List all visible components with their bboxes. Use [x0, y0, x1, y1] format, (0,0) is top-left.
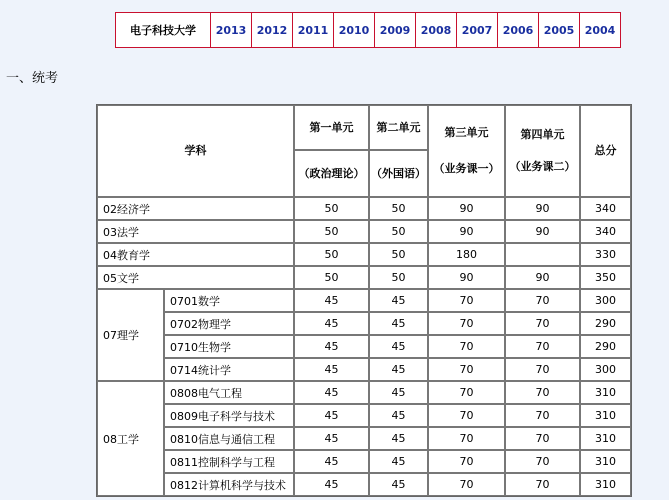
subject-cell: 0808电气工程: [164, 381, 294, 404]
year-link-2004[interactable]: 2004: [580, 13, 621, 48]
unit2-score: 45: [369, 427, 428, 450]
unit1-score: 45: [294, 404, 369, 427]
table-row: [97, 197, 631, 220]
unit2-score: 50: [369, 243, 428, 266]
unit2-score: 50: [369, 197, 428, 220]
unit4-score: 70: [505, 450, 580, 473]
header-unit4-sub: （业务课二）: [509, 160, 576, 173]
year-link-2007[interactable]: 2007: [457, 13, 498, 48]
unit3-score: 90: [428, 266, 505, 289]
year-link-2011[interactable]: 2011: [293, 13, 334, 48]
header-subject: 学科: [97, 105, 294, 197]
total-score: 350: [580, 266, 631, 289]
unit1-score: 45: [294, 473, 369, 496]
unit1-score: 45: [294, 358, 369, 381]
subject-cell: 0702物理学: [164, 312, 294, 335]
header-unit3-title: 第三单元: [444, 126, 489, 139]
subject-cell: 03法学: [97, 220, 294, 243]
header-unit4-title: 第四单元: [520, 128, 565, 141]
header-unit4: [505, 105, 580, 197]
total-score: 300: [580, 289, 631, 312]
header-unit1-sub: （政治理论）: [294, 150, 369, 197]
unit3-score: 70: [428, 358, 505, 381]
unit4-score: 70: [505, 312, 580, 335]
subject-cell: 0811控制科学与工程: [164, 450, 294, 473]
total-score: 340: [580, 220, 631, 243]
total-score: 290: [580, 335, 631, 358]
unit2-score: 45: [369, 381, 428, 404]
unit4-score: 90: [505, 220, 580, 243]
total-score: 310: [580, 404, 631, 427]
header-total: 总分: [580, 105, 631, 197]
group-name-cell: 07理学: [97, 289, 164, 381]
unit3-score: 70: [428, 289, 505, 312]
year-link-2013[interactable]: 2013: [211, 13, 252, 48]
year-link-2008[interactable]: 2008: [416, 13, 457, 48]
total-score: 310: [580, 427, 631, 450]
unit3-score: 90: [428, 220, 505, 243]
header-unit2-sub: （外国语）: [369, 150, 428, 197]
unit2-score: 45: [369, 335, 428, 358]
unit1-score: 45: [294, 312, 369, 335]
subject-cell: 0810信息与通信工程: [164, 427, 294, 450]
unit4-score: 70: [505, 473, 580, 496]
unit2-score: 45: [369, 473, 428, 496]
unit3-score: 70: [428, 404, 505, 427]
table-row: [97, 335, 631, 358]
table-row: [97, 243, 631, 266]
table-row: [97, 427, 631, 450]
unit1-score: 50: [294, 197, 369, 220]
unit3-score: 70: [428, 473, 505, 496]
unit3-score: 180: [428, 243, 505, 266]
unit3-score: 70: [428, 427, 505, 450]
unit2-score: 45: [369, 289, 428, 312]
table-row: [97, 450, 631, 473]
section-title: 一、统考: [6, 71, 59, 86]
table-row: [97, 381, 631, 404]
subject-cell: 0812计算机科学与技术: [164, 473, 294, 496]
table-row: [97, 473, 631, 496]
unit4-score: 90: [505, 197, 580, 220]
table-row: [97, 312, 631, 335]
score-table: [96, 104, 632, 497]
year-link-2005[interactable]: 2005: [539, 13, 580, 48]
unit4-score: 70: [505, 404, 580, 427]
unit4-score: 70: [505, 427, 580, 450]
unit3-score: 70: [428, 335, 505, 358]
unit4-score: 70: [505, 358, 580, 381]
header-unit1: 第一单元: [294, 105, 369, 150]
unit1-score: 50: [294, 266, 369, 289]
subject-cell: 0710生物学: [164, 335, 294, 358]
unit2-score: 45: [369, 404, 428, 427]
total-score: 310: [580, 473, 631, 496]
school-name: 电子科技大学: [116, 13, 211, 48]
header-unit3-sub: （业务课一）: [433, 162, 500, 175]
subject-cell: 0809电子科学与技术: [164, 404, 294, 427]
table-row: [97, 220, 631, 243]
unit3-score: 90: [428, 197, 505, 220]
unit2-score: 45: [369, 358, 428, 381]
unit1-score: 45: [294, 381, 369, 404]
group-name-cell: 08工学: [97, 381, 164, 496]
table-row: [97, 266, 631, 289]
unit4-score: 70: [505, 335, 580, 358]
unit2-score: 45: [369, 312, 428, 335]
unit2-score: 50: [369, 266, 428, 289]
unit2-score: 45: [369, 450, 428, 473]
total-score: 340: [580, 197, 631, 220]
unit2-score: 50: [369, 220, 428, 243]
unit1-score: 45: [294, 335, 369, 358]
year-link-2012[interactable]: 2012: [252, 13, 293, 48]
header-unit2: 第二单元: [369, 105, 428, 150]
total-score: 310: [580, 450, 631, 473]
subject-cell: 0714统计学: [164, 358, 294, 381]
subject-cell: 0701数学: [164, 289, 294, 312]
total-score: 310: [580, 381, 631, 404]
unit1-score: 50: [294, 243, 369, 266]
year-link-2010[interactable]: 2010: [334, 13, 375, 48]
unit1-score: 45: [294, 450, 369, 473]
unit4-score: 70: [505, 289, 580, 312]
unit3-score: 70: [428, 312, 505, 335]
subject-cell: 05文学: [97, 266, 294, 289]
table-row: [97, 404, 631, 427]
table-row: [97, 358, 631, 381]
table-row: [97, 289, 631, 312]
unit4-score: 90: [505, 266, 580, 289]
unit3-score: 70: [428, 450, 505, 473]
unit1-score: 45: [294, 427, 369, 450]
year-link-2006[interactable]: 2006: [498, 13, 539, 48]
subject-cell: 02经济学: [97, 197, 294, 220]
unit4-score: [505, 243, 580, 266]
year-link-2009[interactable]: 2009: [375, 13, 416, 48]
total-score: 330: [580, 243, 631, 266]
header-unit3: [428, 105, 505, 197]
total-score: 300: [580, 358, 631, 381]
unit4-score: 70: [505, 381, 580, 404]
total-score: 290: [580, 312, 631, 335]
unit3-score: 70: [428, 381, 505, 404]
unit1-score: 50: [294, 220, 369, 243]
unit1-score: 45: [294, 289, 369, 312]
year-navigation: [115, 12, 621, 48]
subject-cell: 04教育学: [97, 243, 294, 266]
